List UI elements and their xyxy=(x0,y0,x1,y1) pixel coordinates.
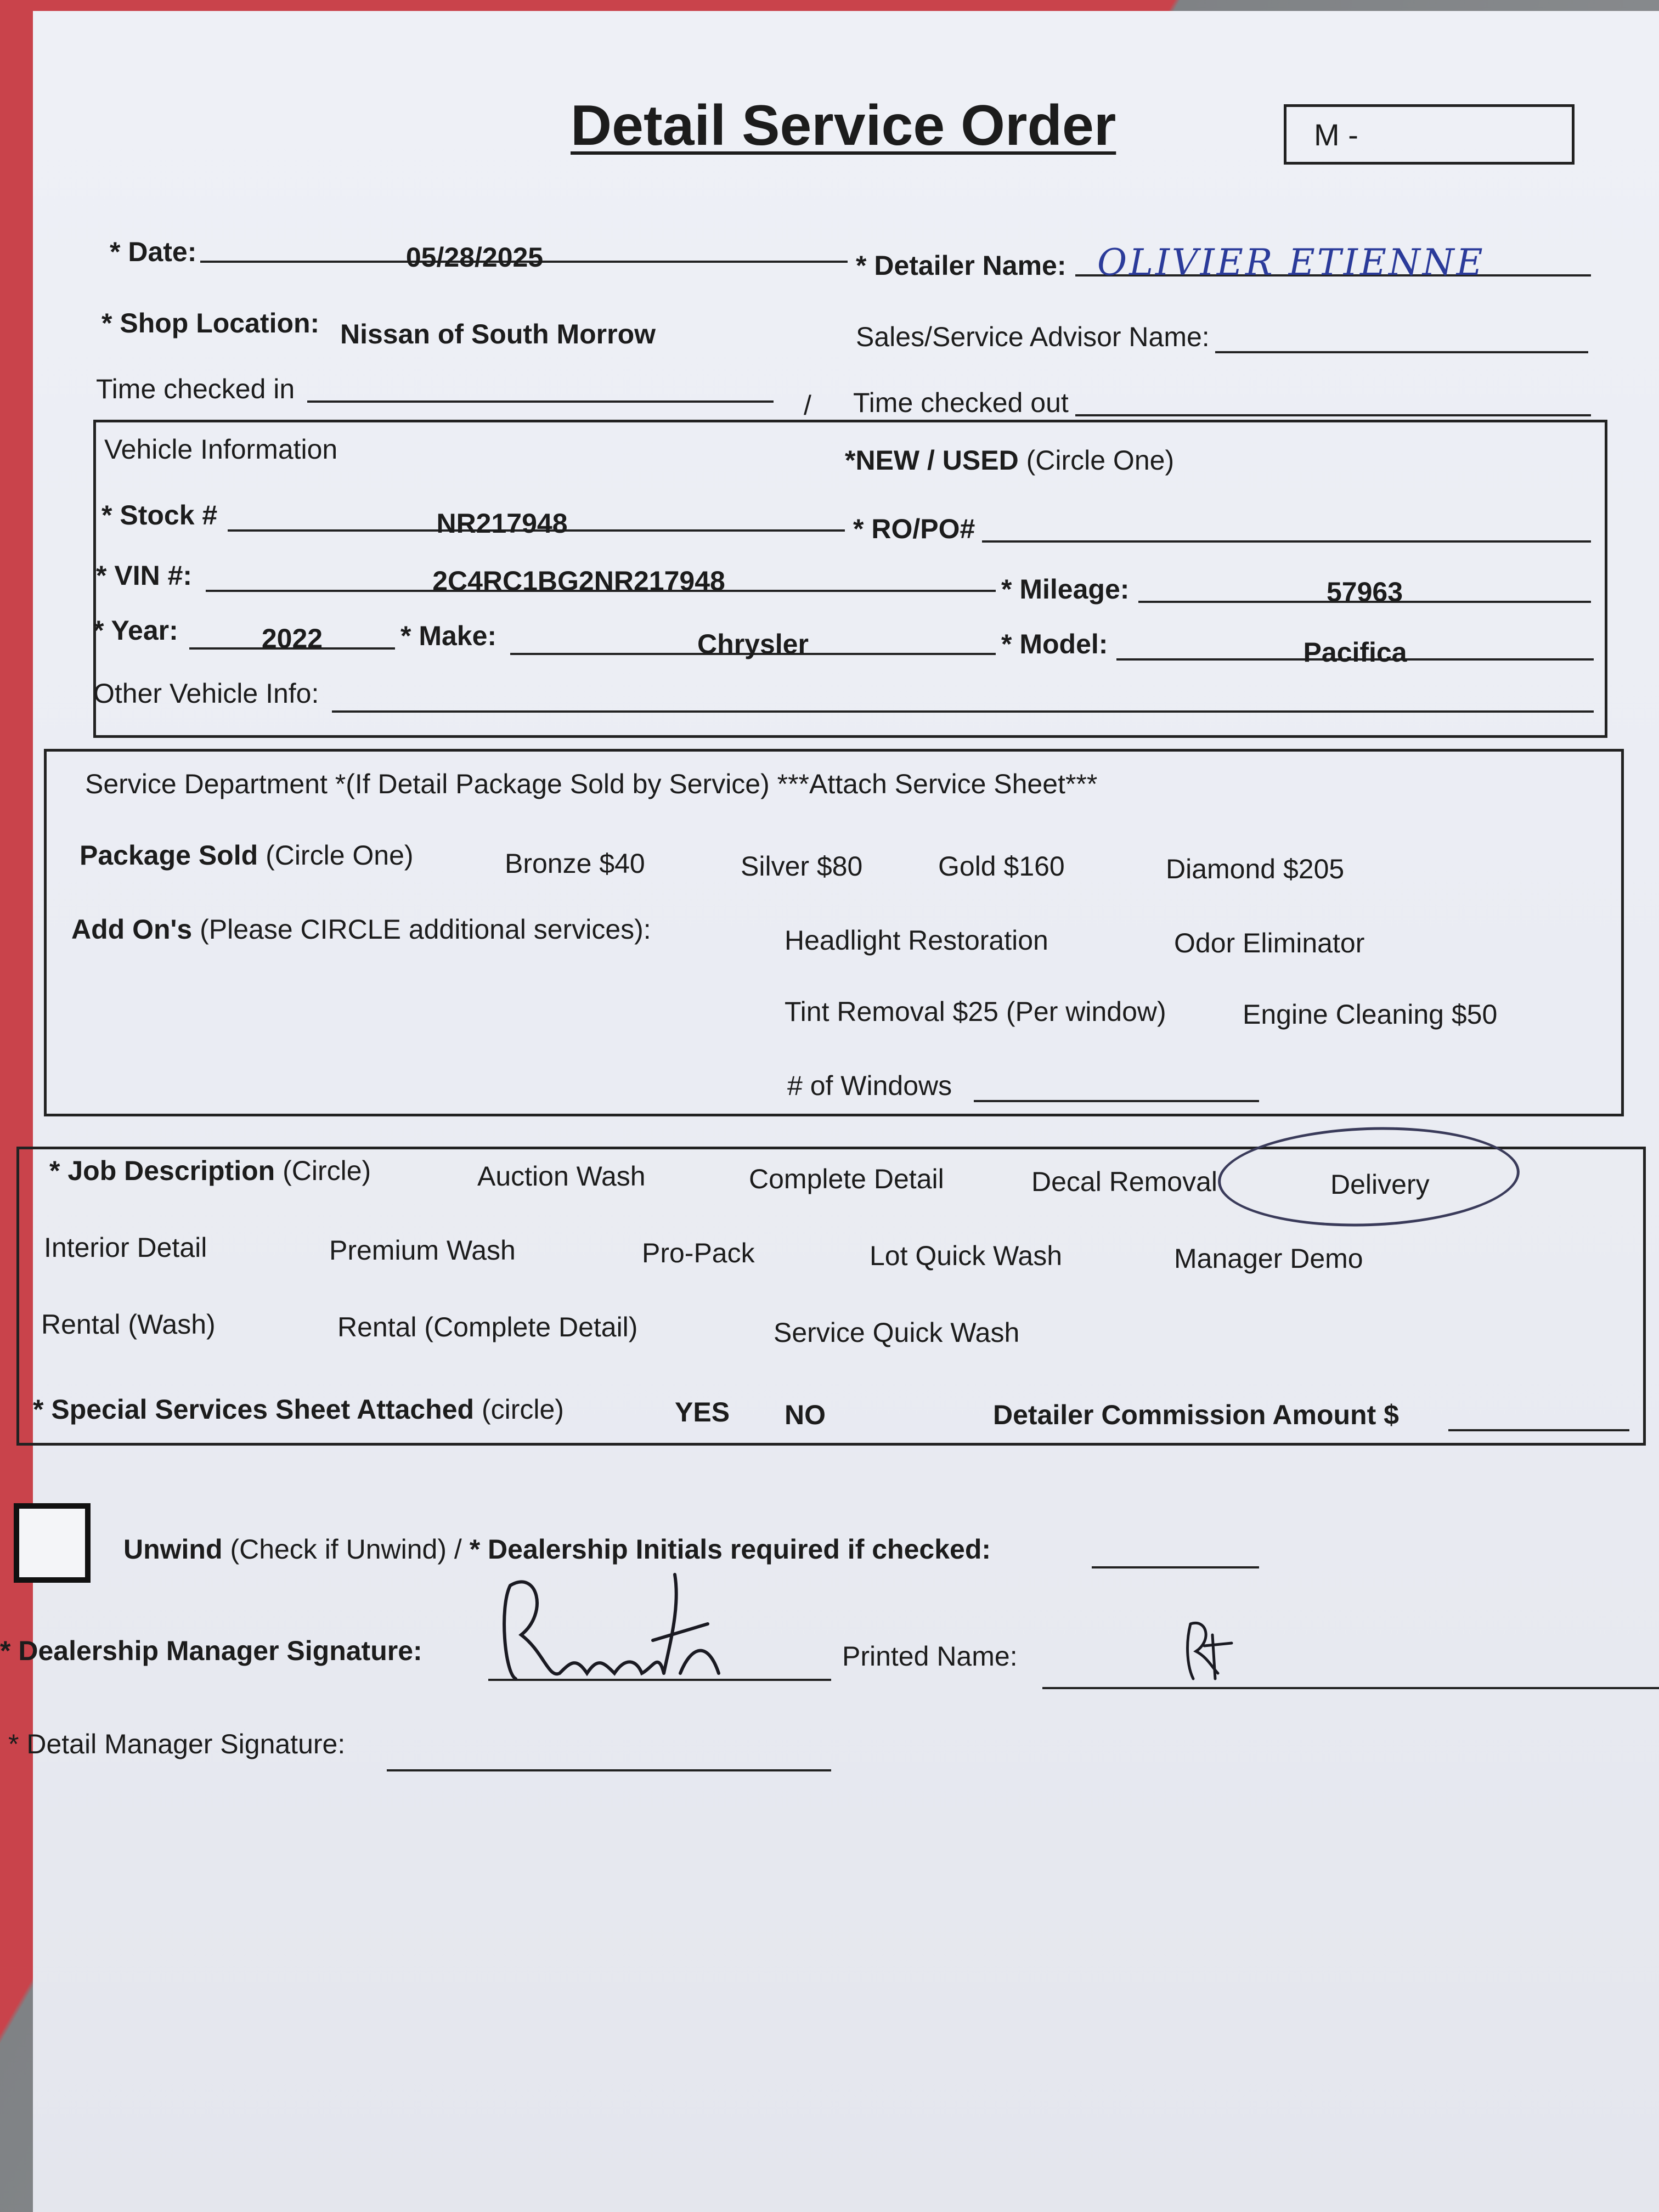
job-decal-removal[interactable]: Decal Removal xyxy=(1031,1166,1218,1197)
dealership-manager-signature xyxy=(488,1564,774,1701)
make-value[interactable]: Chrysler xyxy=(697,629,809,659)
date-label: * Date: xyxy=(110,236,197,267)
unwind-checkbox[interactable] xyxy=(14,1503,91,1583)
time-in-label: Time checked in xyxy=(96,374,295,404)
year-label: * Year: xyxy=(93,615,178,646)
form-title: Detail Service Order xyxy=(571,94,1116,157)
mileage-label: * Mileage: xyxy=(1001,574,1130,605)
time-separator: / xyxy=(804,390,811,421)
detail-manager-sig-label: * Detail Manager Signature: xyxy=(8,1729,346,1759)
vin-label: * VIN #: xyxy=(96,560,193,591)
job-lot-quick-wash[interactable]: Lot Quick Wash xyxy=(870,1240,1063,1271)
mileage-value[interactable]: 57963 xyxy=(1326,577,1403,607)
sales-advisor-label: Sales/Service Advisor Name: xyxy=(856,321,1210,352)
ro-po-label: * RO/PO# xyxy=(853,514,975,544)
job-rental-complete[interactable]: Rental (Complete Detail) xyxy=(337,1312,638,1342)
stock-value[interactable]: NR217948 xyxy=(436,508,568,539)
date-value[interactable]: 05/28/2025 xyxy=(405,242,544,273)
unwind-label: Unwind (Check if Unwind) / * Dealership Initials required if checked: xyxy=(123,1534,991,1565)
addon-headlight[interactable]: Headlight Restoration xyxy=(785,925,1048,956)
m-number-label: M - xyxy=(1314,117,1358,152)
special-services-label: * Special Services Sheet Attached (circle) xyxy=(33,1394,564,1425)
package-gold[interactable]: Gold $160 xyxy=(938,851,1065,882)
other-info-label: Other Vehicle Info: xyxy=(93,678,319,709)
windows-line[interactable] xyxy=(974,1100,1259,1102)
time-out-label: Time checked out xyxy=(853,387,1069,418)
addon-odor[interactable]: Odor Eliminator xyxy=(1174,928,1365,958)
printed-name-initials xyxy=(1174,1613,1240,1684)
job-service-quick-wash[interactable]: Service Quick Wash xyxy=(774,1317,1020,1348)
detailer-name-label: * Detailer Name: xyxy=(856,250,1066,281)
dealership-manager-sig-label: * Dealership Manager Signature: xyxy=(0,1635,422,1666)
initials-line[interactable] xyxy=(1092,1566,1259,1568)
job-description-label: * Job Description (Circle) xyxy=(49,1155,371,1186)
job-pro-pack[interactable]: Pro-Pack xyxy=(642,1238,755,1268)
job-premium-wash[interactable]: Premium Wash xyxy=(329,1235,516,1266)
addon-tint[interactable]: Tint Removal $25 (Per window) xyxy=(785,996,1166,1027)
printed-name-line[interactable] xyxy=(1042,1687,1659,1689)
job-interior-detail[interactable]: Interior Detail xyxy=(44,1232,207,1263)
commission-line[interactable] xyxy=(1448,1429,1629,1431)
package-silver[interactable]: Silver $80 xyxy=(741,851,863,882)
shop-location-label: * Shop Location: xyxy=(101,308,320,338)
package-diamond[interactable]: Diamond $205 xyxy=(1166,854,1345,884)
time-out-line[interactable] xyxy=(1075,414,1591,416)
job-delivery[interactable]: Delivery xyxy=(1330,1169,1430,1200)
addon-engine[interactable]: Engine Cleaning $50 xyxy=(1243,999,1498,1030)
sales-advisor-line[interactable] xyxy=(1215,351,1588,353)
new-used-label[interactable]: *NEW / USED (Circle One) xyxy=(845,445,1175,476)
job-auction-wash[interactable]: Auction Wash xyxy=(477,1161,646,1192)
detail-manager-sig-line[interactable] xyxy=(387,1769,831,1771)
ro-po-line[interactable] xyxy=(982,540,1591,543)
model-value[interactable]: Pacifica xyxy=(1303,637,1407,668)
make-label: * Make: xyxy=(400,620,497,651)
job-rental-wash[interactable]: Rental (Wash) xyxy=(41,1309,216,1340)
windows-label: # of Windows xyxy=(787,1070,952,1101)
shop-location-value[interactable]: Nissan of South Morrow xyxy=(340,319,656,349)
vin-value[interactable]: 2C4RC1BG2NR217948 xyxy=(432,566,725,596)
service-order-form xyxy=(0,11,1659,2212)
special-no[interactable]: NO xyxy=(785,1400,826,1430)
package-sold-label: Package Sold (Circle One) xyxy=(80,840,414,871)
package-bronze[interactable]: Bronze $40 xyxy=(505,848,645,879)
job-complete-detail[interactable]: Complete Detail xyxy=(749,1164,944,1194)
printed-name-label: Printed Name: xyxy=(842,1641,1018,1672)
m-number-box[interactable] xyxy=(1284,104,1575,165)
year-value[interactable]: 2022 xyxy=(261,623,323,654)
time-in-line[interactable] xyxy=(307,400,774,403)
service-dept-heading: Service Department *(If Detail Package Sold by Service) ***Attach Service Sheet*** xyxy=(85,769,1098,799)
commission-label: Detailer Commission Amount $ xyxy=(993,1400,1399,1430)
special-yes[interactable]: YES xyxy=(675,1397,730,1427)
add-ons-label: Add On's (Please CIRCLE additional services): xyxy=(71,914,651,945)
stock-label: * Stock # xyxy=(101,500,218,531)
job-manager-demo[interactable]: Manager Demo xyxy=(1174,1243,1363,1274)
model-label: * Model: xyxy=(1001,629,1108,659)
detailer-name-value[interactable]: OLIVIER ETIENNE xyxy=(1097,241,1485,284)
other-info-line[interactable] xyxy=(332,710,1594,713)
vehicle-info-heading: Vehicle Information xyxy=(104,434,338,465)
